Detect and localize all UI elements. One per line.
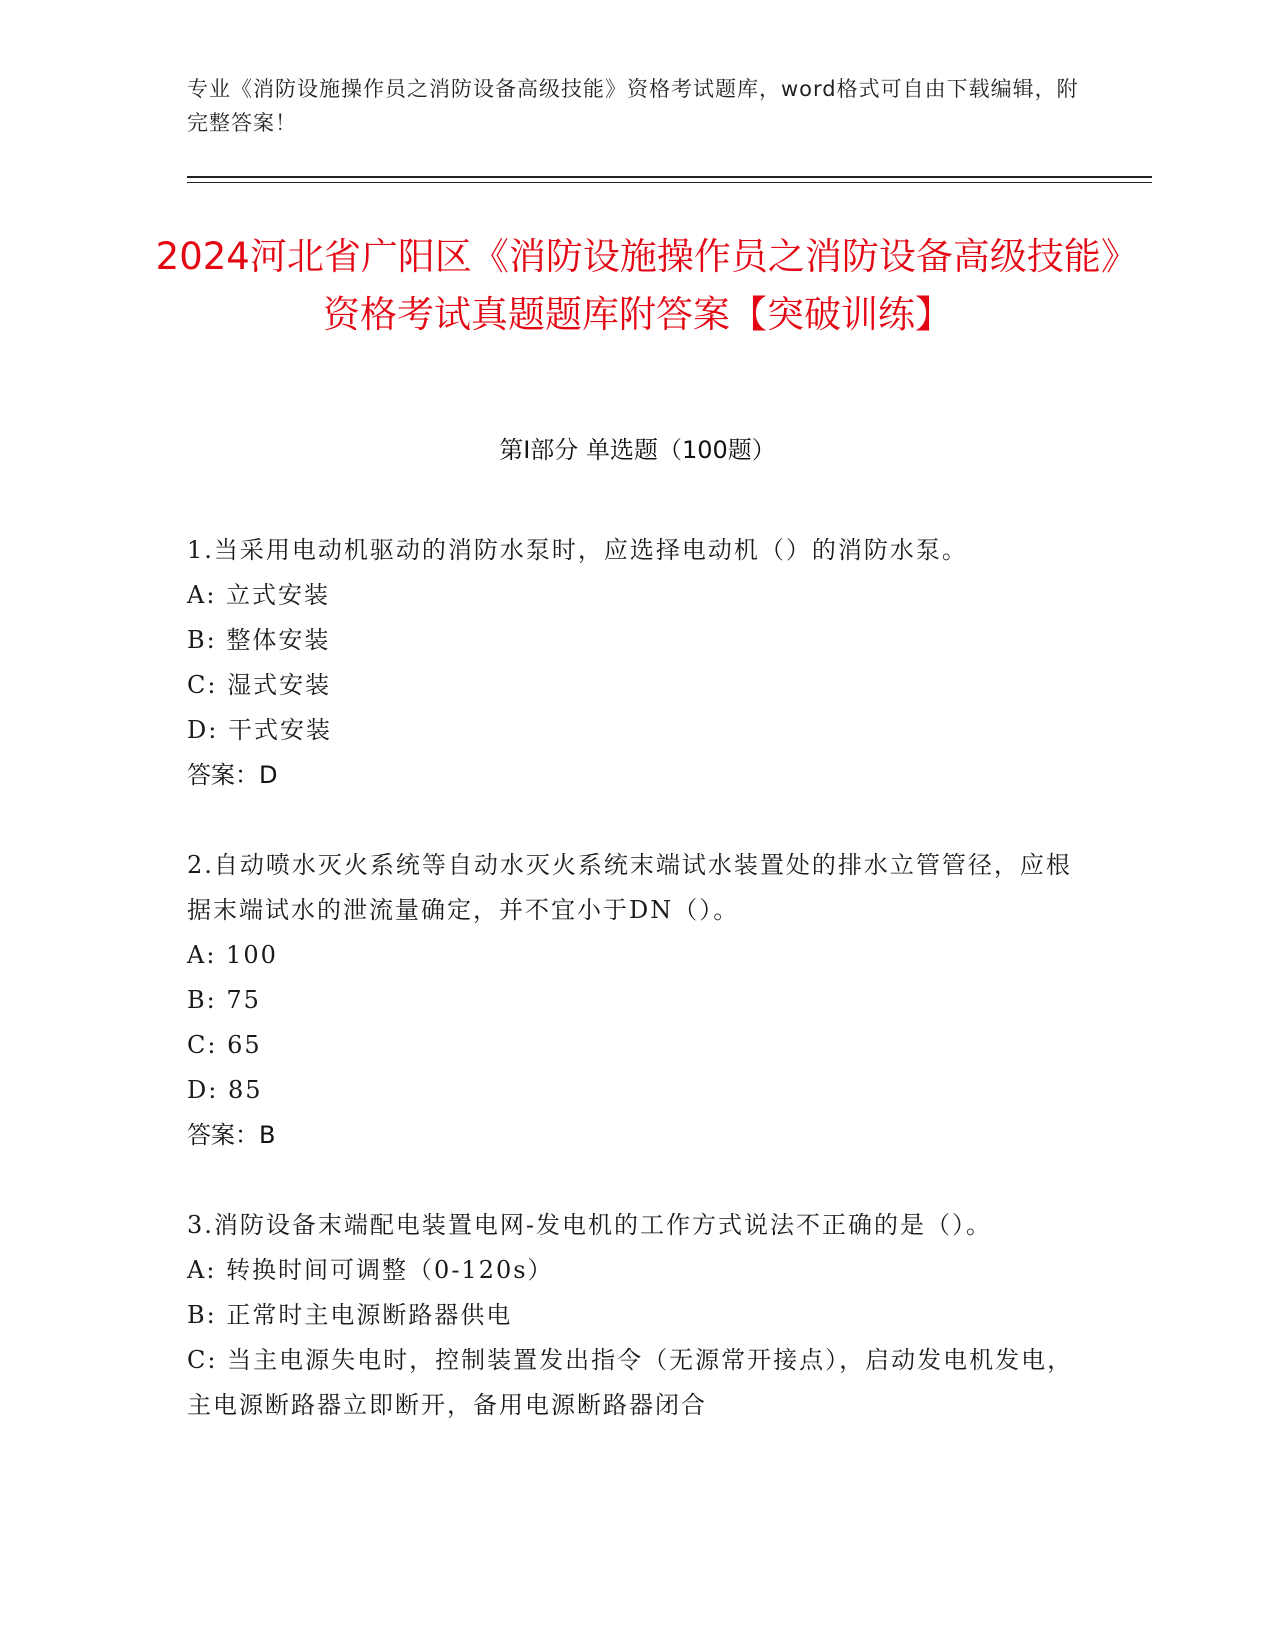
question-stem: 1.当采用电动机驱动的消防水泵时，应选择电动机（）的消防水泵。 — [187, 536, 968, 564]
option-c: C: 湿式安装 — [187, 671, 332, 699]
option-b: B: 整体安装 — [187, 626, 331, 654]
question-1 — [187, 528, 1087, 798]
question-3 — [187, 1203, 1087, 1428]
answer-line: 答案：B — [187, 1121, 276, 1149]
option-b: B: 75 — [187, 986, 261, 1014]
option-c: C: 当主电源失电时，控制装置发出指令（无源常开接点），启动发电机发电，主电源断路器立即断开，备用电源断路器闭合 — [187, 1346, 1074, 1419]
option-a: A: 立式安装 — [187, 581, 331, 609]
question-stem: 3.消防设备末端配电装置电网-发电机的工作方式说法不正确的是（）。 — [187, 1211, 993, 1239]
option-d: D: 干式安装 — [187, 716, 332, 744]
document-title: 2024河北省广阳区《消防设施操作员之消防设备高级技能》资格考试真题题库附答案【突破训练】 — [155, 235, 1120, 336]
option-b: B: 正常时主电源断路器供电 — [187, 1301, 513, 1329]
question-2 — [187, 843, 1087, 1158]
header-divider-thick — [187, 176, 1152, 178]
option-d: D: 85 — [187, 1076, 263, 1104]
answer-line: 答案：D — [187, 761, 278, 789]
option-a: A: 转换时间可调整（0-120s） — [187, 1256, 554, 1284]
section-heading: 第I部分 单选题（100题） — [499, 436, 776, 464]
question-list — [187, 528, 1087, 1428]
question-stem: 2.自动喷水灭火系统等自动水灭火系统末端试水装置处的排水立管管径，应根据末端试水的泄流量确定，并不宜小于DN（）。 — [187, 851, 1072, 924]
option-a: A: 100 — [187, 941, 278, 969]
option-c: C: 65 — [187, 1031, 262, 1059]
header-note: 专业《消防设施操作员之消防设备高级技能》资格考试题库，word格式可自由下载编辑，附完整答案！ — [187, 77, 1079, 135]
header-divider-thin — [187, 182, 1152, 183]
